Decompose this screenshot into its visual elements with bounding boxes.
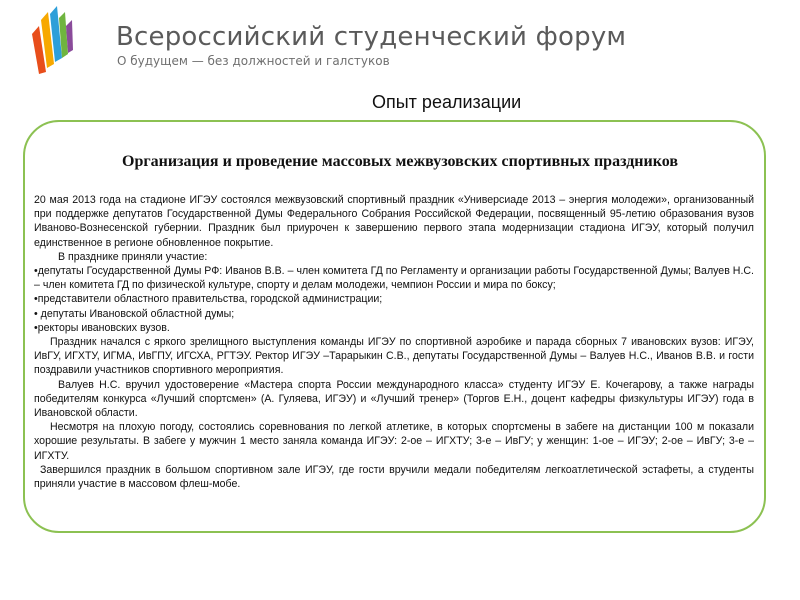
participants-list-item: •депутаты Государственной Думы РФ: Иванов В.В. – член комитета ГД по Регламенту и организации работы Государственной Думы; Валуев Н.С. – член комитета ГД по физической культуре, спорту и делам молодежи, чемпион России и мира по боксу;	[34, 265, 754, 292]
article-paragraph: Завершился праздник в большом спортивном зале ИГЭУ, где гости вручили медали победителям легкоатлетической эстафеты, а студенты приняли участие в массовом флеш-мобе.	[34, 463, 754, 491]
section-heading: Опыт реализации	[372, 92, 522, 112]
participants-list-item: • депутаты Ивановской областной думы;	[34, 307, 235, 320]
article-paragraph: Валуев Н.С. вручил удостоверение «Мастера спорта России международного класса» студенту ИГЭУ Е. Кочегарову, а также награды победителям конкурса «Лучший спортсмен» (А. Гуляева, ИГЭУ) и «Лучший тренер» (Торгов Е.Н., доцент кафедры физкультуры ИГЭУ) года в Ивановской области.	[34, 378, 754, 420]
participants-heading: В празднике приняли участие:	[58, 250, 208, 263]
article-title: Организация и проведение массовых межвузовских спортивных праздников	[122, 153, 678, 170]
forum-logo-icon	[30, 4, 74, 74]
article-paragraph: Праздник начался с яркого зрелищного выступления команды ИГЭУ по спортивной аэробике и парада сборных 7 ивановских вузов: ИГЭУ, ИвГУ, ИГХТУ, ИГМА, ИвГПУ, ИГСХА, РГТЭУ. Ректор ИГЭУ –Тарарыкин С.В., депутаты Государственной Думы – Валуев Н.С., Иванов В.В. и гости поздравили участников спортивного мероприятия.	[34, 336, 754, 377]
article-paragraph: Несмотря на плохую погоду, состоялись соревнования по легкой атлетике, в которых спортсмены в забеге на дистанции 100 м показали хорошие результаты. В забеге у мужчин 1 место заняла команда ИГЭУ: 2-ое – ИГХТУ; 3-е – ИвГУ; у женщин: 1-ое – ИГЭУ; 2-ое – ИвГУ; 3-е – ИГХТУ.	[34, 421, 754, 462]
site-subtitle: О будущем — без должностей и галстуков	[117, 54, 390, 68]
article-body	[34, 193, 754, 491]
article-paragraph: 20 мая 2013 года на стадионе ИГЭУ состоялся межвузовский спортивный праздник «Универсиаде 2013 – энергия молодежи», организованный при поддержке депутатов Государственной Думы Федерального Собрания Российской Федерации, посвященный 95-летию образования вузов Иваново-Вознесенской губернии. Праздник был приурочен к завершению первого этапа модернизации стадиона ИГЭУ, который получил единственное в регионе обновленное покрытие.	[34, 194, 754, 249]
site-title: Всероссийский студенческий форум	[116, 22, 627, 52]
participants-list-item: •ректоры ивановских вузов.	[34, 321, 170, 334]
participants-list-item: •представители областного правительства, городской администрации;	[34, 293, 383, 306]
